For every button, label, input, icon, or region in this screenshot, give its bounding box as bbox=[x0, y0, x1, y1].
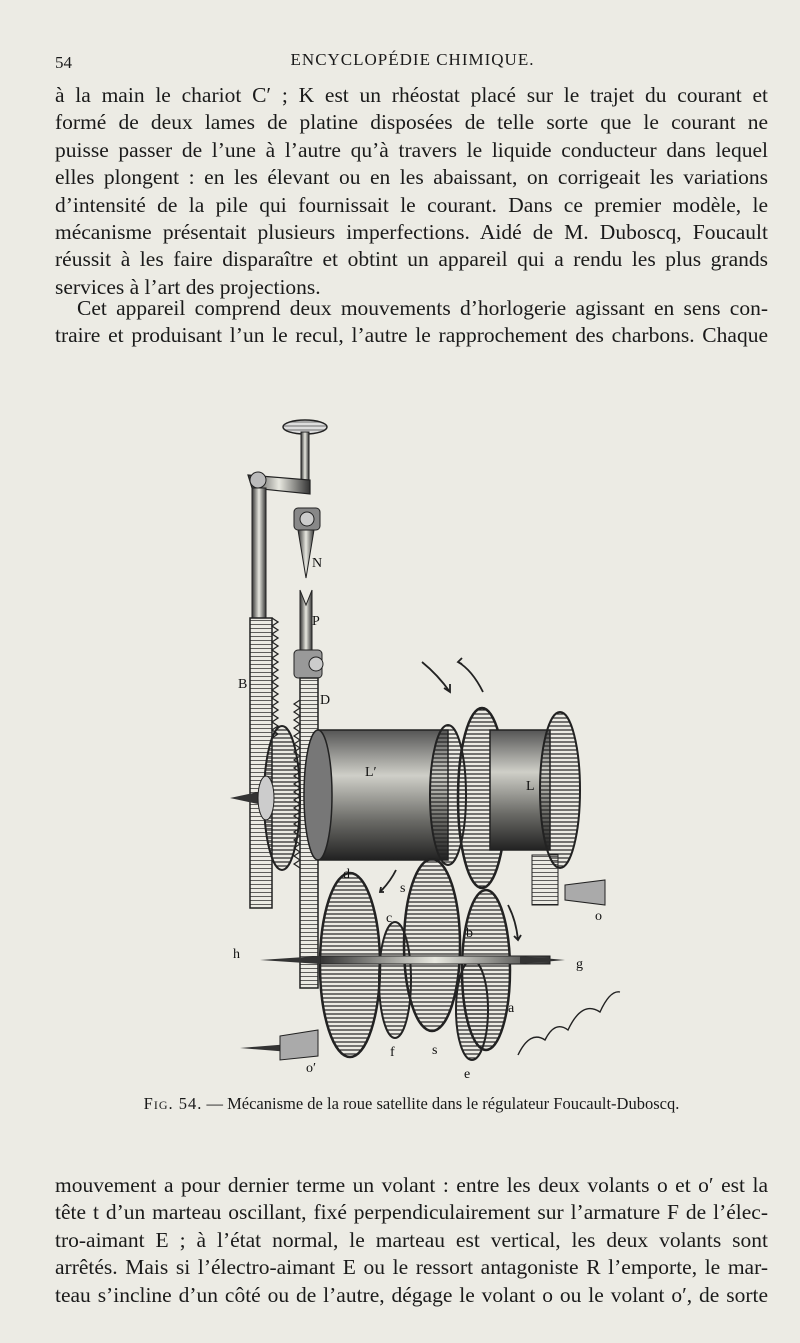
page-number: 54 bbox=[55, 53, 72, 72]
label-L: L bbox=[526, 779, 535, 794]
text-line: mouvement a pour dernier terme un volant : entre les deux volants o et o′ est la bbox=[55, 1173, 768, 1197]
text-line: elles plongent : en les élevant ou en les abaissant, on corrigeait les variations bbox=[55, 165, 768, 190]
label-f: f bbox=[390, 1045, 395, 1060]
text-line: à la main le chariot C′ ; K est un rhéostat placé sur le trajet du courant et bbox=[55, 83, 768, 107]
engraver-signature bbox=[518, 992, 620, 1055]
text-line: tête t d’un marteau oscillant, fixé perpendiculairement sur l’armature F de l’élec- bbox=[55, 1200, 768, 1225]
drum-L bbox=[458, 708, 605, 905]
figure-caption bbox=[55, 1094, 768, 1114]
text-line: d’intensité de la pile qui fournissait le courant. Dans ce premier modèle, le bbox=[55, 192, 768, 217]
paragraph-2 bbox=[55, 295, 768, 350]
label-c: c bbox=[386, 911, 393, 926]
label-D: D bbox=[320, 693, 331, 708]
text-line: puisse passer de l’une à l’autre qu’à travers le liquide conducteur dans lequel bbox=[55, 137, 768, 162]
label-s-lower: s bbox=[432, 1043, 438, 1058]
label-o: o bbox=[595, 909, 602, 924]
figure-54-engraving bbox=[200, 400, 640, 1090]
running-title: ENCYCLOPÉDIE CHIMIQUE. bbox=[290, 50, 535, 69]
label-P: P bbox=[312, 614, 320, 629]
label-B: B bbox=[238, 677, 248, 692]
label-e: e bbox=[464, 1067, 471, 1082]
text-line: réussit à les faire disparaître et obtint un appareil qui a rendu les plus grands bbox=[55, 247, 768, 272]
paragraph-3 bbox=[55, 1172, 768, 1309]
page-header bbox=[55, 50, 770, 78]
label-b: b bbox=[466, 926, 473, 941]
text-line: arrêtés. Mais si l’électro-aimant E ou le ressort antagoniste R l’emporte, le mar- bbox=[55, 1255, 768, 1280]
paragraph-1 bbox=[55, 82, 768, 301]
label-g: g bbox=[576, 957, 583, 972]
label-o-prime: o′ bbox=[306, 1061, 317, 1076]
text-line: mécanisme présentait plusieurs imperfections. Aidé de M. Duboscq, Foucault bbox=[55, 219, 768, 244]
label-d: d bbox=[343, 867, 350, 882]
label-L-prime: L′ bbox=[365, 765, 377, 780]
drum-L-prime bbox=[304, 725, 466, 865]
text-line: teau s’incline d’un côté ou de l’autre, dégage le volant o ou le volant o′, de sorte bbox=[55, 1282, 768, 1307]
label-a: a bbox=[508, 1001, 515, 1016]
text-line: tro-aimant E ; à l’état normal, le marteau est vertical, les deux volants sont bbox=[55, 1227, 768, 1252]
label-N: N bbox=[312, 556, 323, 571]
label-s-upper: s bbox=[400, 881, 406, 896]
text-line: services à l’art des projections. bbox=[55, 274, 321, 299]
caption-text: — Mécanisme de la roue satellite dans le régulateur Foucault-Duboscq. bbox=[202, 1094, 680, 1113]
label-h: h bbox=[233, 947, 240, 962]
figure-number: Fig. 54. bbox=[143, 1094, 203, 1113]
text-line: Cet appareil comprend deux mouvements d’horlogerie agissant en sens con- bbox=[77, 296, 768, 320]
text-line: formé de deux lames de platine disposées de telle sorte que le courant ne bbox=[55, 110, 768, 135]
text-line: traire et produisant l’un le recul, l’autre le rapprochement des charbons. Chaque bbox=[55, 323, 768, 348]
